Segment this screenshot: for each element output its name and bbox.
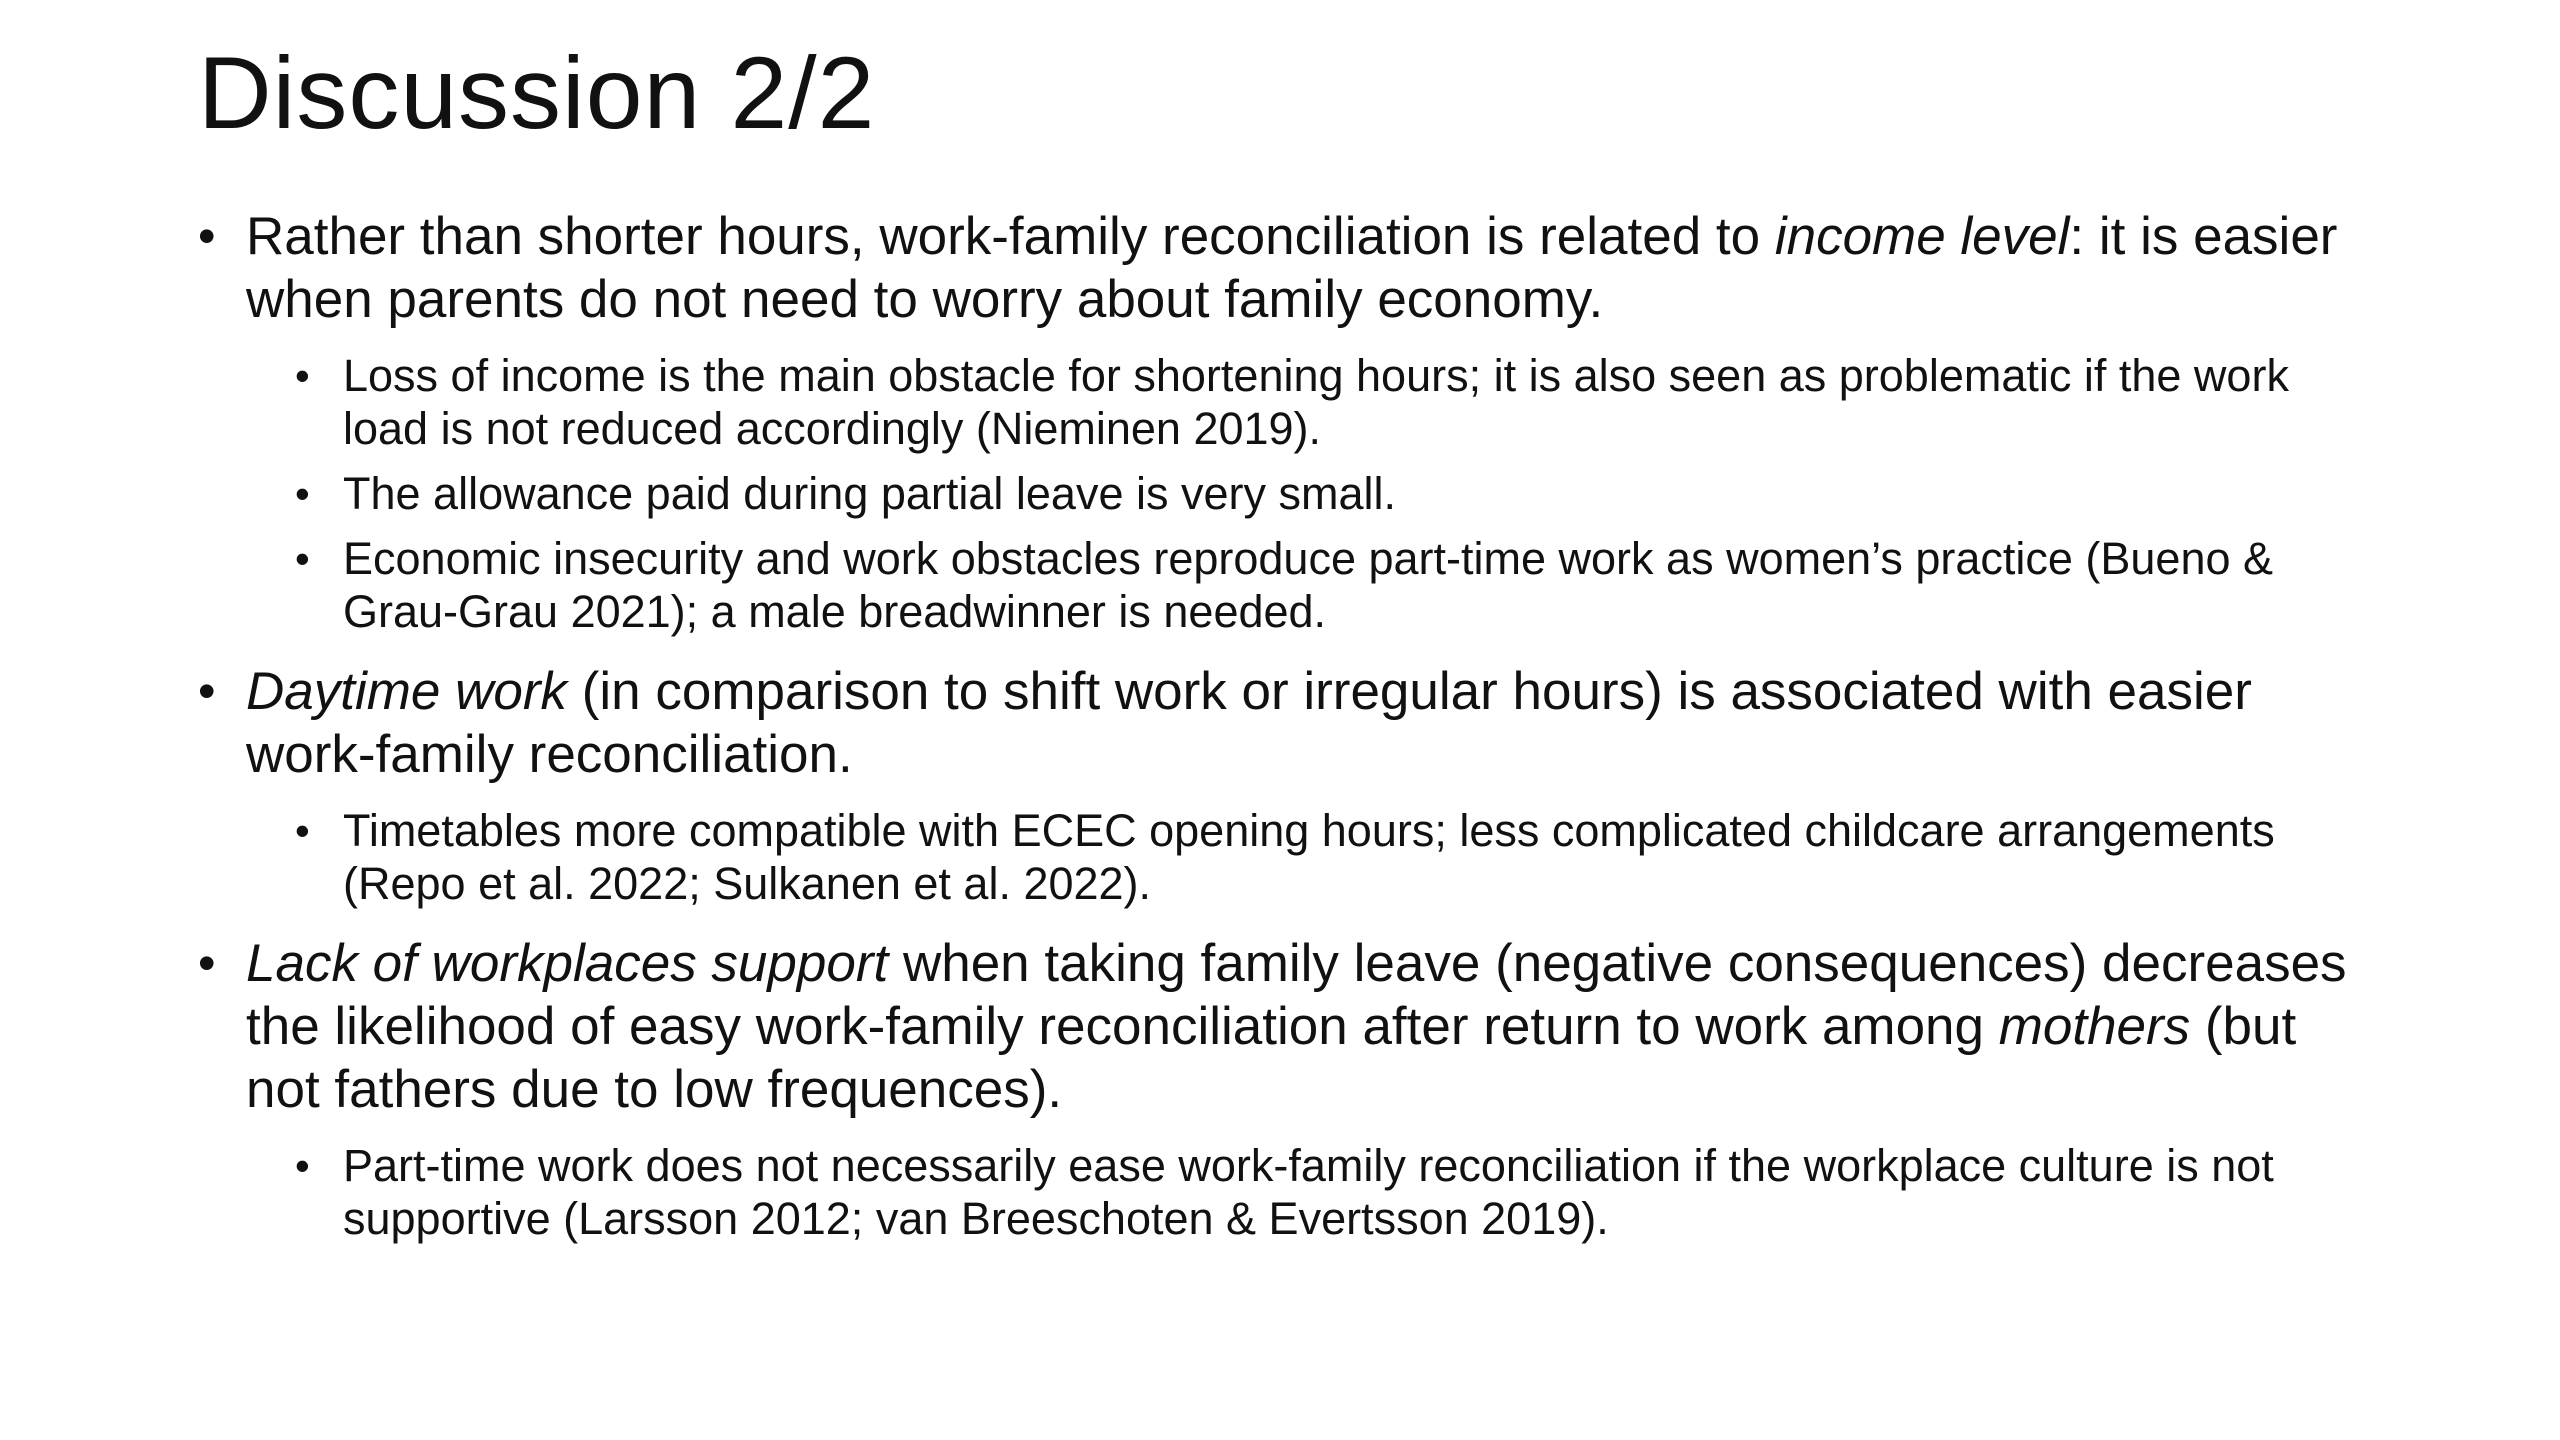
slide-content [198, 205, 2378, 1257]
sub-bullet-economic-insecurity [295, 532, 2378, 638]
bullet-workplace-support [198, 932, 2378, 1121]
sub-bullet-dot: • [295, 470, 310, 517]
bullet-income-level [198, 205, 2378, 331]
bullet-text-post: : it is easier when parents do not need to worry about family economy. [246, 207, 2338, 329]
sub-bullet-dot: • [295, 352, 310, 399]
sub-bullet-dot: • [295, 1142, 310, 1189]
sub-bullet-timetables [295, 804, 2378, 910]
sub-bullet-allowance [295, 467, 2378, 520]
sub-bullet-text: The allowance paid during partial leave is very small. [343, 468, 1397, 519]
sub-bullet-text: Loss of income is the main obstacle for shortening hours; it is also seen as problematic if the work load is not reduced accordingly (Nieminen 2019). [343, 350, 2289, 454]
bullet-text-emphasis-mothers: mothers [1998, 997, 2191, 1056]
bullet-text-post: (but not fathers due to low frequences). [246, 997, 2297, 1119]
bullet-text-post: (in comparison to shift work or irregular hours) is associated with easier work-family reconciliation. [246, 662, 2252, 784]
sub-bullet-text: Economic insecurity and work obstacles reproduce part-time work as women’s practice (Bueno & Grau-Grau 2021); a male breadwinner is needed. [343, 533, 2274, 637]
bullet-dot: • [198, 663, 216, 719]
sub-bullet-loss-of-income [295, 349, 2378, 455]
bullet-text-emphasis: Lack of workplaces support [246, 934, 889, 993]
bullet-dot: • [198, 208, 216, 264]
bullet-text-pre: Rather than shorter hours, work-family reconciliation is related to [246, 207, 1775, 266]
sub-bullet-text: Timetables more compatible with ECEC opening hours; less complicated childcare arrangements (Repo et al. 2022; Sulkanen et al. 2022). [343, 805, 2275, 909]
sub-bullet-text: Part-time work does not necessarily ease work-family reconciliation if the workplace culture is not supportive (Larsson 2012; van Breeschoten & Evertsson 2019). [343, 1140, 2274, 1244]
bullet-text-emphasis: income level [1774, 207, 2070, 266]
bullet-text-mid: when taking family leave (negative consequences) decreases the likelihood of easy work-family reconciliation after return to work among [246, 934, 2347, 1056]
sub-bullet-part-time-work [295, 1139, 2378, 1245]
bullet-dot: • [198, 935, 216, 991]
bullet-daytime-work [198, 660, 2378, 786]
sub-bullet-dot: • [295, 535, 310, 582]
bullet-text-emphasis: Daytime work [246, 662, 568, 721]
slide-title: Discussion 2/2 [198, 36, 876, 150]
sub-bullet-dot: • [295, 807, 310, 854]
